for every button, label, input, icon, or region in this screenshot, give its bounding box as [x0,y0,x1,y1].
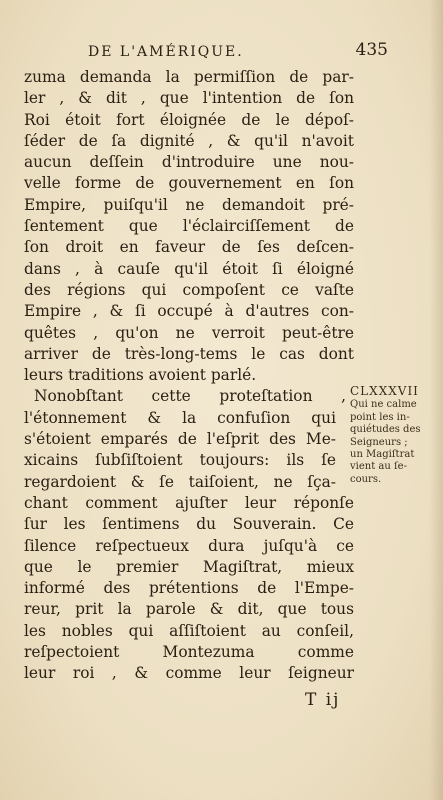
text-line: Empire , & ſi occupé à d'autres con- [24,302,354,321]
text-line: que le premier Magiſtrat, mieux [24,557,354,576]
margin-note-line: Seigneurs ; [350,436,408,448]
text-line: dans , à cauſe qu'il étoit ſi éloigné [24,259,354,278]
text-line: s'étoient emparés de l'eſprit des Me- [24,430,336,449]
text-line: ler , & dit , que l'intention de ſon [24,89,354,108]
signature-mark: T ij [305,690,341,710]
margin-note [350,385,430,486]
text-line: chant comment ajuſter leur réponſe [24,493,354,512]
page-number: 435 [355,40,388,60]
running-header [88,40,388,60]
text-line: Roi étoit fort éloignée de le dépoſ- [24,110,354,129]
margin-note-line: cours. [350,473,382,485]
text-line: ſon droit en faveur de ſes deſcen- [24,238,354,257]
text-line: velle forme de gouvernement en ſon [24,174,354,193]
text-line: ſentement que l'éclairciſſement de [24,217,354,236]
margin-note-line: vient au ſe- [350,461,407,473]
margin-note-line: quiétudes des [350,424,421,436]
margin-note-line: Qui ne calme [350,399,417,411]
text-line: ſur les ſentimens du Souverain. Ce [24,515,354,534]
text-line: aucun deſſein d'introduire une nou- [24,153,354,172]
margin-note-number: CLXXXVII [350,384,419,398]
text-line: les nobles qui aſſiſtoient au conſeil, [24,621,354,640]
text-line: reur, prit la parole & dit, que tous [24,600,354,619]
text-line: zuma demanda la permiſſion de par- [24,68,354,86]
text-line: informé des prétentions de l'Empe- [24,579,354,598]
text-line: reſpectoient Montezuma comme [24,643,354,662]
text-line: xicains ſubſiſtoient toujours: ils ſe [24,451,336,470]
margin-note-line: point les in- [350,411,410,423]
paragraph-start-line: Nonobſtant cette proteſtation , [34,387,346,406]
text-line: l'étonnement & la confuſion qui [24,408,336,427]
text-line: regardoient & ſe taiſoient, ne ſça- [24,472,336,491]
text-line: quêtes , qu'on ne verroit peut-être [24,323,354,342]
text-line: Empire, puiſqu'il ne demandoit pré- [24,195,354,214]
page-edge-shadow [429,0,443,800]
running-title: DE L'AMÉRIQUE. [88,44,244,60]
text-line: leurs traditions avoient parlé. [24,366,257,385]
text-line: arriver de très-long-tems le cas dont [24,344,354,363]
text-line: ſéder de ſa dignité , & qu'il n'avoit [24,131,354,150]
text-line: des régions qui compoſent ce vaſte [24,280,354,299]
text-line: ſilence reſpectueux dura juſqu'à ce [24,536,354,555]
text-line: leur roi , & comme leur ſeigneur [24,664,354,683]
margin-note-line: un Magiſtrat [350,449,415,461]
body-text [24,67,354,685]
